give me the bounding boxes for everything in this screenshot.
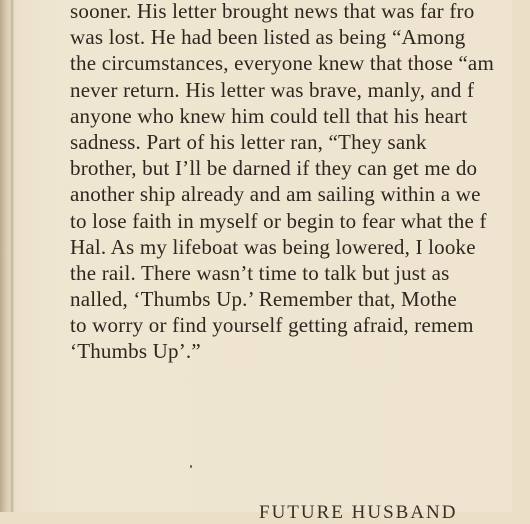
text-line: was lost. He had been listed as being “Among — [70, 25, 466, 50]
text-line: sooner. His letter brought news that was far fro — [70, 0, 475, 23]
text-line: brother, but I’ll be darned if they can get me do — [70, 156, 478, 181]
binding-shadow — [10, 0, 14, 512]
text-line: the rail. There wasn’t time to talk but just as — [70, 260, 450, 285]
body-text — [70, 0, 530, 365]
text-line: to lose faith in myself or begin to fear what the f — [70, 208, 487, 233]
text-line: ‘Thumbs Up’.” — [70, 339, 201, 364]
text-line: sadness. Part of his letter ran, “They sank — [70, 129, 427, 154]
text-line: the circumstances, everyone knew that those “am — [70, 51, 494, 76]
text-line: to worry or find yourself getting afraid, remem — [70, 313, 474, 338]
text-line: anyone who knew him could tell that his heart — [70, 103, 468, 128]
text-line: Hal. As my lifeboat was being lowered, I looke — [70, 234, 476, 259]
text-line: another ship already and am sailing within a we — [70, 182, 481, 207]
next-section-heading: FUTURE HUSBAND — [259, 502, 458, 523]
text-line: never return. His letter was brave, manly, and f — [70, 77, 475, 102]
paper-speck — [190, 465, 192, 468]
text-line: nalled, ‘Thumbs Up.’ Remember that, Mothe — [70, 287, 457, 312]
